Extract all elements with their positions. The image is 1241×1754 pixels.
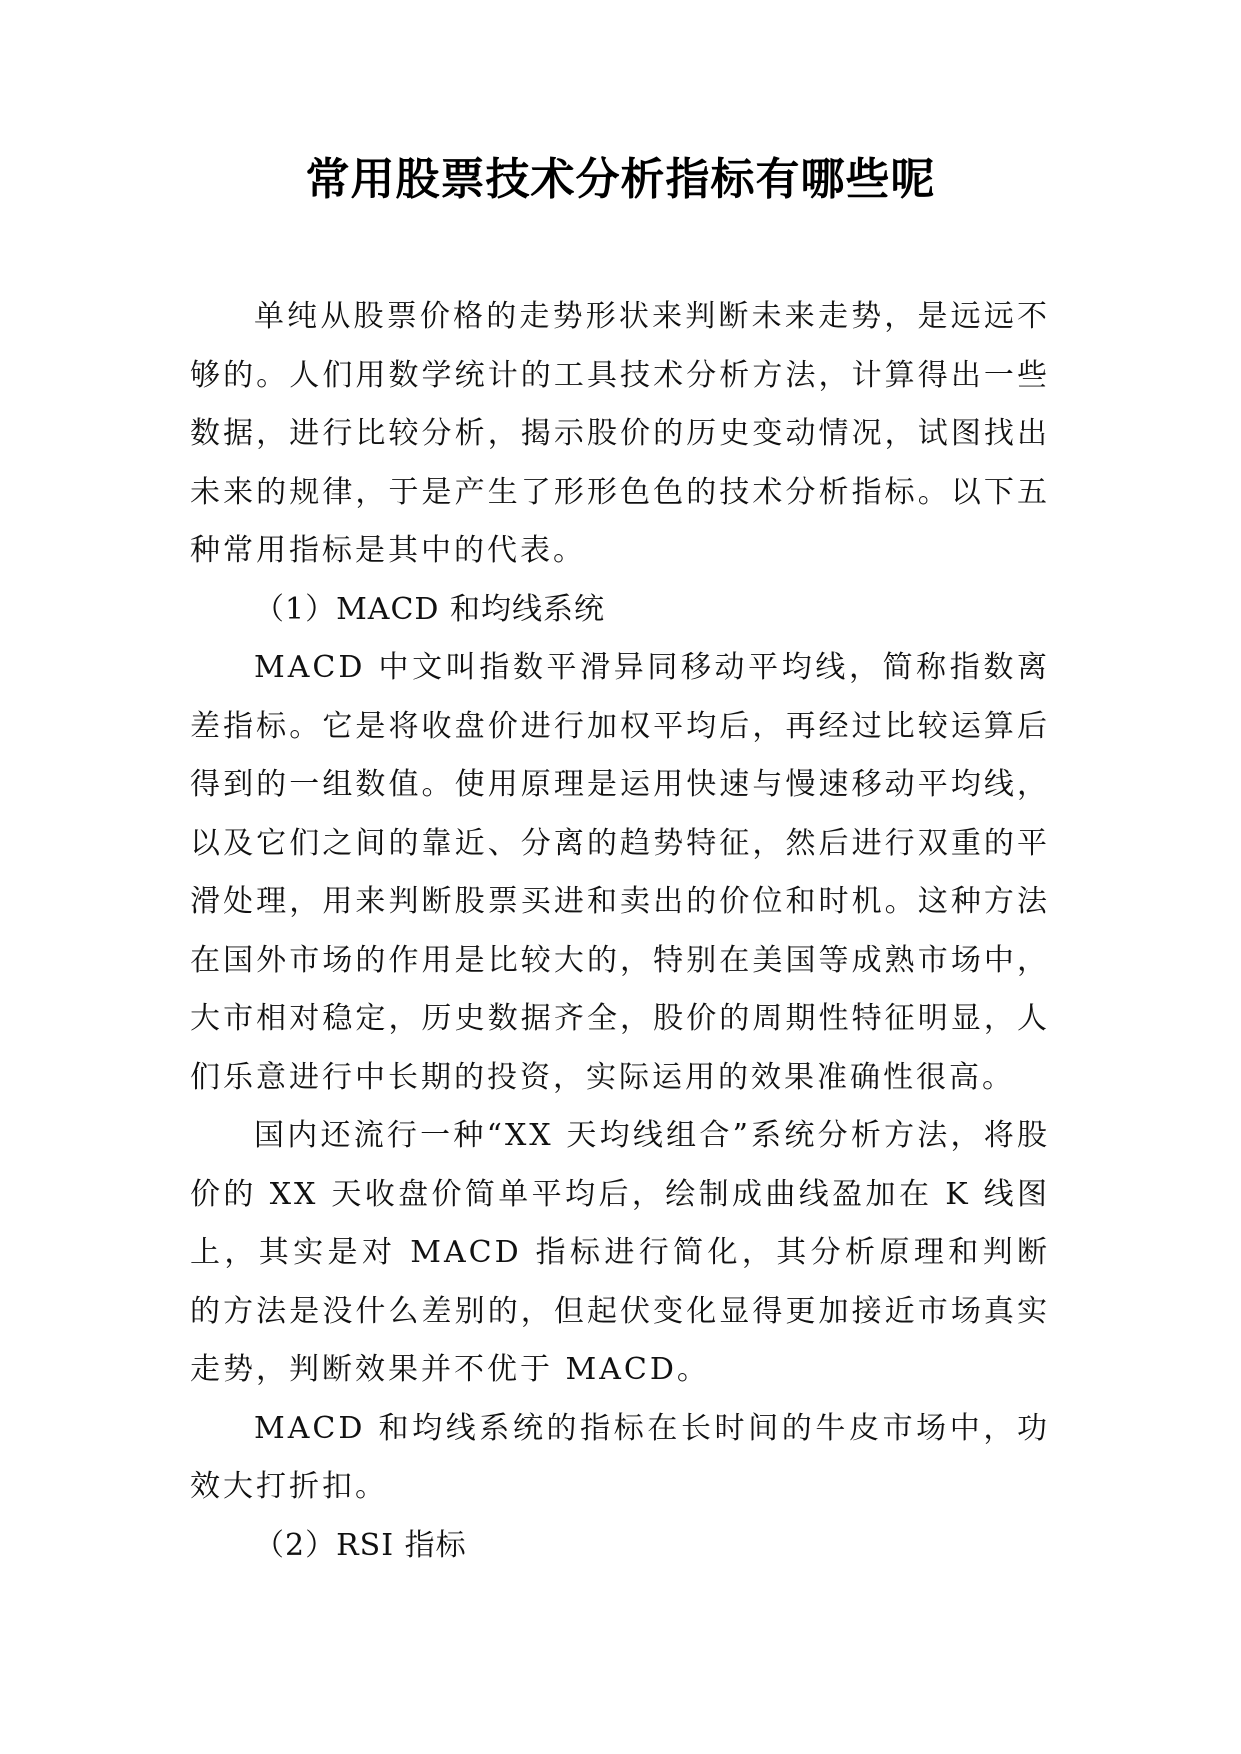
document-title: 常用股票技术分析指标有哪些呢 <box>305 154 936 205</box>
macd-limitation-paragraph: MACD 和均线系统的指标在长时间的牛皮市场中，功效大打折扣。 <box>190 1410 1050 1504</box>
section-heading-macd: （1）MACD 和均线系统 <box>254 591 606 627</box>
section-heading-rsi: （2）RSI 指标 <box>254 1527 467 1563</box>
macd-paragraph: MACD 中文叫指数平滑异同移动平均线，简称指数离差指标。它是将收盘价进行加权平均后，再经过比较运算后得到的一组数值。使用原理是运用快速与慢速移动平均线，以及它们之间的靠近、分离的趋势特征，然后进行双重的平滑处理，用来判断股票买进和卖出的价位和时机。这种方法在国外市场的作用是比较大的，特别在美国等成熟市场中，大市相对稳定，历史数据齐全，股价的周期性特征明显，人们乐意进行中长期的投资，实际运用的效果准确性很高。 <box>190 650 1050 1095</box>
document-body <box>190 288 1050 1575</box>
moving-average-paragraph: 国内还流行一种“XX 天均线组合”系统分析方法，将股价的 XX 天收盘价简单平均后，绘制成曲线盈加在 K 线图上，其实是对 MACD 指标进行简化，其分析原理和判断的方法是没什么差别的，但起伏变化显得更加接近市场真实走势，判断效果并不优于 MACD。 <box>190 1118 1050 1387</box>
intro-paragraph: 单纯从股票价格的走势形状来判断未来走势，是远远不够的。人们用数学统计的工具技术分析方法，计算得出一些数据，进行比较分析，揭示股价的历史变动情况，试图找出未来的规律，于是产生了形形色色的技术分析指标。以下五种常用指标是其中的代表。 <box>190 299 1050 568</box>
